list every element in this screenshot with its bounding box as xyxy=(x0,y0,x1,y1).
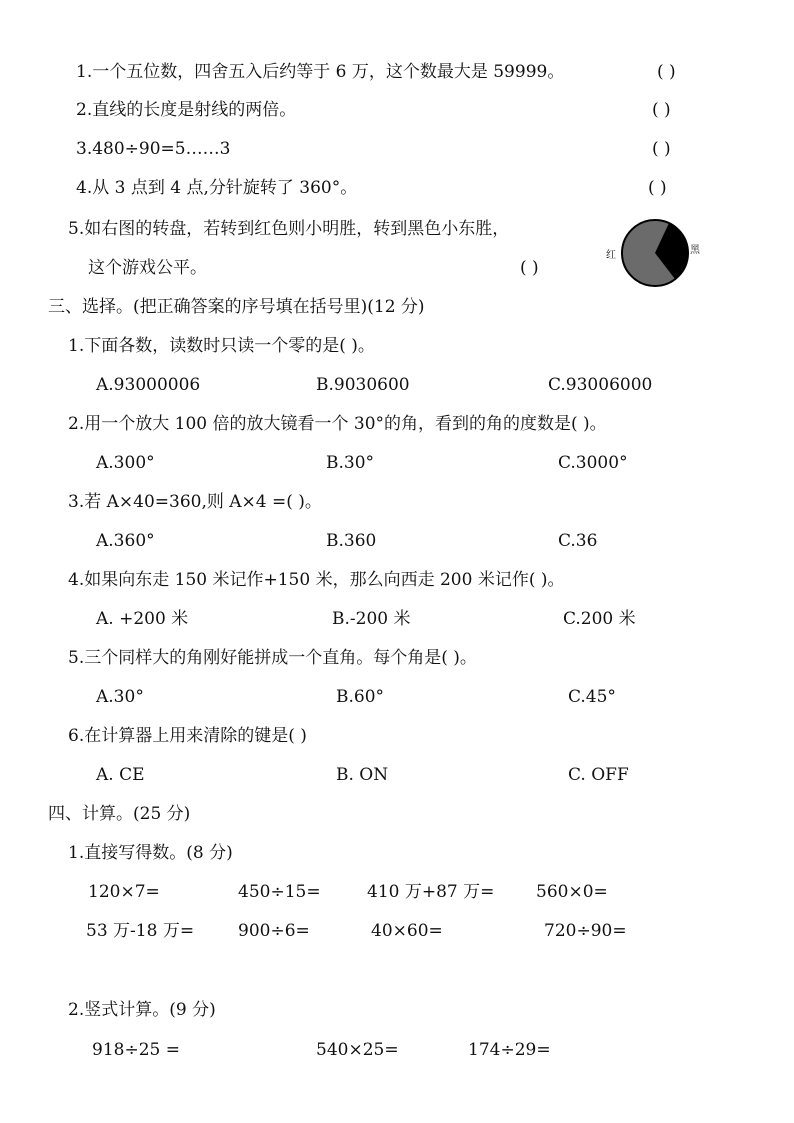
spinner-red-label: 红 xyxy=(606,250,616,261)
choice-q1-option-a[interactable]: A.93000006 xyxy=(96,375,201,395)
section-choice-title: 三、选择。(把正确答案的序号填在括号里)(12 分) xyxy=(48,297,425,317)
choice-q6-option-b[interactable]: B. ON xyxy=(336,765,389,785)
calc-direct-r1-4: 560×0= xyxy=(536,882,608,902)
spinner-wheel xyxy=(620,218,690,288)
choice-q6-option-a[interactable]: A. CE xyxy=(96,765,145,785)
calc-direct-r1-3: 410 万+87 万= xyxy=(367,882,495,902)
calc-vertical-3: 174÷29= xyxy=(468,1040,551,1060)
calc-vertical-2: 540×25= xyxy=(316,1040,399,1060)
choice-q2: 2.用一个放大 100 倍的放大镜看一个 30°的角，看到的角的度数是( )。 xyxy=(68,414,607,434)
calc-direct-r1-2: 450÷15= xyxy=(238,882,321,902)
tf-item-5-line2: 这个游戏公平。 xyxy=(88,258,207,278)
tf-answer-2[interactable]: ( ) xyxy=(652,100,671,120)
calc-direct-r2-3: 40×60= xyxy=(371,921,443,941)
choice-q5: 5.三个同样大的角刚好能拼成一个直角。每个角是( )。 xyxy=(68,648,477,668)
calc-vertical-1: 918÷25 = xyxy=(92,1040,180,1060)
tf-answer-1[interactable]: ( ) xyxy=(657,62,676,82)
choice-q4-option-b[interactable]: B.-200 米 xyxy=(332,609,411,629)
tf-item-1: 1.一个五位数，四舍五入后约等于 6 万，这个数最大是 59999。 xyxy=(76,62,565,82)
choice-q4: 4.如果向东走 150 米记作+150 米，那么向西走 200 米记作( )。 xyxy=(68,570,565,590)
section-calc-title: 四、计算。(25 分) xyxy=(48,804,191,824)
tf-item-5: 5.如右图的转盘，若转到红色则小明胜，转到黑色小东胜， xyxy=(68,219,510,239)
choice-q3-option-a[interactable]: A.360° xyxy=(96,531,155,551)
tf-item-3: 3.480÷90=5……3 xyxy=(76,139,231,159)
tf-answer-5[interactable]: ( ) xyxy=(520,258,539,278)
choice-q2-option-c[interactable]: C.3000° xyxy=(558,453,628,473)
tf-answer-4[interactable]: ( ) xyxy=(648,178,667,198)
choice-q2-option-b[interactable]: B.30° xyxy=(326,453,375,473)
choice-q3-option-c[interactable]: C.36 xyxy=(558,531,598,551)
calc-direct-r1-1: 120×7= xyxy=(88,882,160,902)
calc-direct-r2-4: 720÷90= xyxy=(544,921,627,941)
choice-q5-option-a[interactable]: A.30° xyxy=(96,687,144,707)
choice-q1-option-c[interactable]: C.93006000 xyxy=(548,375,653,395)
calc-direct-r2-2: 900÷6= xyxy=(238,921,310,941)
calc-direct-r2-1: 53 万-18 万= xyxy=(86,921,195,941)
choice-q5-option-c[interactable]: C.45° xyxy=(568,687,616,707)
choice-q4-option-a[interactable]: A. +200 米 xyxy=(96,609,189,629)
choice-q1: 1.下面各数，读数时只读一个零的是( )。 xyxy=(68,336,375,356)
choice-q6-option-c[interactable]: C. OFF xyxy=(568,765,629,785)
choice-q1-option-b[interactable]: B.9030600 xyxy=(316,375,410,395)
choice-q5-option-b[interactable]: B.60° xyxy=(336,687,385,707)
choice-q6: 6.在计算器上用来清除的键是( ) xyxy=(68,726,307,746)
tf-answer-3[interactable]: ( ) xyxy=(652,139,671,159)
choice-q4-option-c[interactable]: C.200 米 xyxy=(563,609,636,629)
calc-vertical-title: 2.竖式计算。(9 分) xyxy=(68,1000,216,1020)
choice-q3: 3.若 A×40=360,则 A×4 =( )。 xyxy=(68,492,322,512)
choice-q2-option-a[interactable]: A.300° xyxy=(96,453,155,473)
tf-item-2: 2.直线的长度是射线的两倍。 xyxy=(76,100,297,120)
spinner-black-label: 黑 xyxy=(690,245,700,256)
tf-item-4: 4.从 3 点到 4 点,分针旋转了 360°。 xyxy=(76,178,358,198)
calc-direct-title: 1.直接写得数。(8 分) xyxy=(68,843,233,863)
choice-q3-option-b[interactable]: B.360 xyxy=(326,531,377,551)
